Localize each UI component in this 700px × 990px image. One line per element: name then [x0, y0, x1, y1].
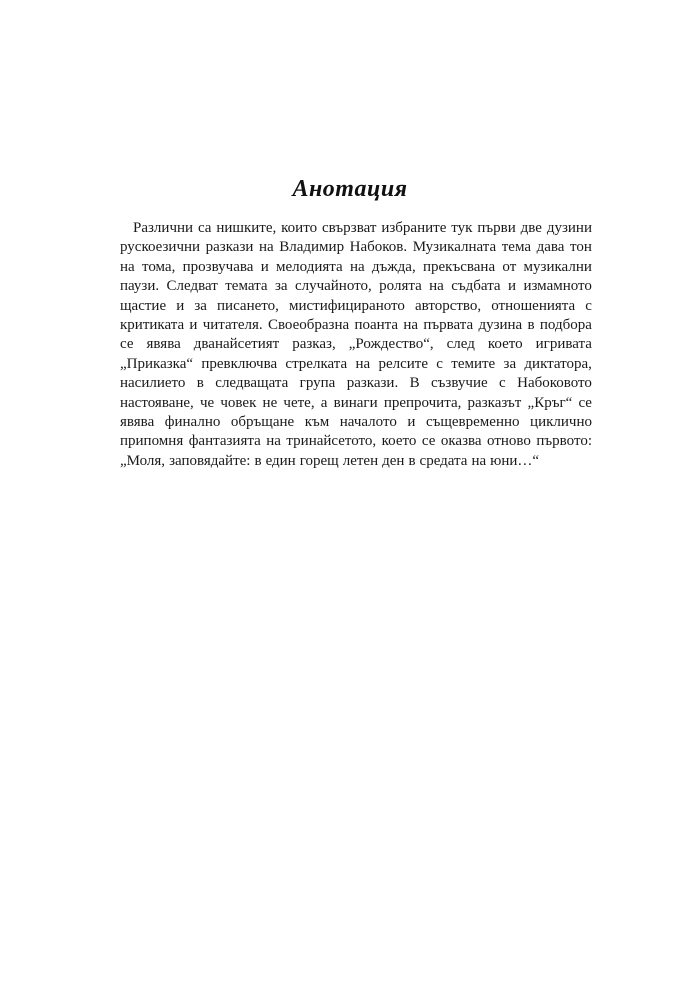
word: диктатора, [524, 355, 592, 372]
word: дъжда, [371, 258, 416, 275]
word: препрочита, [383, 394, 462, 411]
word: разкази. [346, 375, 399, 392]
word: прекъсвана [423, 258, 496, 275]
word: следващата [215, 375, 289, 392]
word: един [265, 452, 296, 469]
word: и [508, 278, 517, 295]
word: измамното [523, 278, 592, 295]
word: за [274, 278, 288, 295]
word: Следват [166, 278, 218, 295]
word: на [355, 355, 371, 372]
word: което [381, 433, 417, 450]
paragraph-line [120, 432, 592, 451]
word: подбора [539, 316, 592, 333]
word: Музикалната [412, 239, 497, 256]
word: което [487, 336, 523, 353]
word: първото: [536, 433, 592, 450]
word: случайното, [294, 278, 372, 295]
word: Своеобразна [267, 316, 350, 333]
word: дава [536, 239, 565, 256]
paragraph-line [120, 374, 592, 393]
word: съдбата [451, 278, 501, 295]
word: обръщане [230, 413, 295, 430]
word: тон [570, 239, 592, 256]
word: на [471, 452, 487, 469]
word: към [304, 413, 330, 430]
paragraph-line [120, 394, 592, 413]
word: музикални [523, 258, 592, 275]
word: тома, [141, 258, 176, 275]
word: разкази [205, 239, 254, 256]
word: на [258, 239, 274, 256]
word: човек [220, 394, 257, 411]
paragraph-line [120, 297, 592, 316]
word: циклично [530, 413, 592, 430]
word: и [176, 297, 185, 314]
annotation-paragraph [120, 219, 592, 471]
word: темите [451, 355, 496, 372]
word: „Приказка“ [120, 355, 194, 372]
word: юни…“ [490, 452, 540, 469]
word: Различни [133, 220, 194, 236]
word: Набоковото [517, 375, 592, 392]
word: оказва [440, 433, 482, 450]
word: писането, [217, 297, 279, 314]
word: на [120, 258, 135, 275]
word: и [260, 258, 269, 275]
word: първата [423, 316, 474, 333]
word: на [429, 278, 444, 295]
word: в [527, 316, 535, 333]
paragraph-line [120, 316, 592, 335]
word: щастие [120, 297, 167, 314]
word: финално [164, 413, 221, 430]
word: настояване, [120, 394, 194, 411]
word: горещ [299, 452, 339, 469]
word: началото [339, 413, 397, 430]
paragraph-line [120, 452, 592, 471]
word: които [281, 220, 318, 236]
word: дузини [546, 220, 592, 236]
word: Владимир [279, 239, 345, 256]
word: авторство, [414, 297, 482, 314]
word: отново [487, 433, 531, 450]
word: игривата [535, 336, 592, 353]
word: разказ, [292, 336, 336, 353]
word: „Рождество“, [348, 336, 434, 353]
paragraph-line [120, 277, 592, 296]
page-title: Анотация [292, 176, 408, 202]
word: стрелката [285, 355, 348, 372]
word: поанта [354, 316, 399, 333]
word: за [194, 297, 207, 314]
word: винаги [333, 394, 378, 411]
word: първи [477, 220, 516, 236]
word: след [446, 336, 475, 353]
word: явява [120, 413, 155, 430]
word: се [421, 433, 436, 450]
word: средата [419, 452, 468, 469]
word: фантазията [188, 433, 261, 450]
word: темата [225, 278, 268, 295]
word: превключва [201, 355, 278, 372]
word: за [503, 355, 517, 372]
word: насилието [120, 375, 186, 392]
word: с [585, 297, 592, 314]
word: на [349, 258, 365, 275]
word: избраните [381, 220, 447, 236]
word: на [266, 433, 281, 450]
word: летен [342, 452, 379, 469]
word: В [409, 375, 420, 392]
word: отношенията [491, 297, 576, 314]
word: нишките, [216, 220, 277, 236]
word: релсите [378, 355, 428, 372]
word: прозвучава [182, 258, 254, 275]
paragraph-line [120, 238, 592, 257]
word: заповядайте: [169, 452, 251, 469]
word: разказът [467, 394, 522, 411]
word: на [403, 316, 419, 333]
word: и [407, 413, 416, 430]
word: и [189, 316, 198, 333]
word: „Кръг“ [527, 394, 573, 411]
word: читателя. [202, 316, 263, 333]
word: две [520, 220, 542, 236]
word: тринайсетото, [286, 433, 377, 450]
word: Набоков. [349, 239, 408, 256]
word: припомня [120, 433, 184, 450]
word: същевременно [425, 413, 520, 430]
word: се [120, 336, 134, 353]
word: съзвучие [431, 375, 488, 392]
word: че [199, 394, 215, 411]
word: група [299, 375, 336, 392]
paragraph-line [120, 335, 592, 354]
word: критиката [120, 316, 185, 333]
word: „Моля, [120, 452, 166, 469]
word: с [436, 355, 443, 372]
word: в [254, 452, 262, 469]
word: тема [501, 239, 532, 256]
word: ден [382, 452, 405, 469]
word: дванайсетият [193, 336, 280, 353]
word: в [408, 452, 416, 469]
word: явява [146, 336, 181, 353]
paragraph-line [120, 219, 592, 238]
paragraph-line [120, 258, 592, 277]
word: не [262, 394, 278, 411]
word: се [578, 394, 592, 411]
word: са [197, 220, 212, 236]
word: с [499, 375, 506, 392]
word: тук [451, 220, 473, 236]
word: паузи. [120, 278, 160, 295]
word: от [502, 258, 517, 275]
word: ролята [379, 278, 422, 295]
word: дузина [478, 316, 523, 333]
paragraph-line [120, 413, 592, 432]
word: в [196, 375, 204, 392]
word: мелодията [276, 258, 343, 275]
word: рускоезични [120, 239, 201, 256]
word: свързват [321, 220, 377, 236]
paragraph-line [120, 355, 592, 374]
word: чете, [283, 394, 315, 411]
word: а [320, 394, 328, 411]
word: мистифицираното [288, 297, 405, 314]
